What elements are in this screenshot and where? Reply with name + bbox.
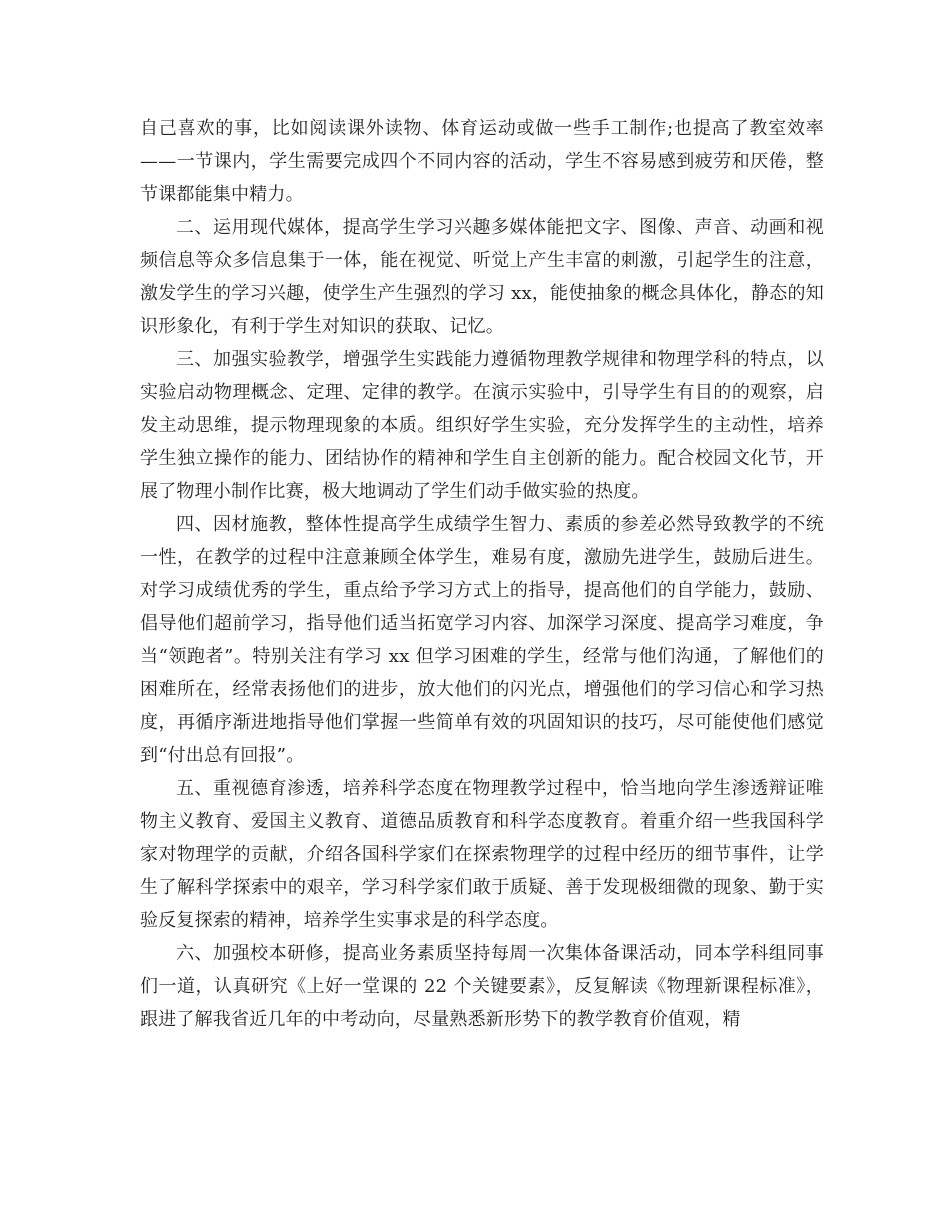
paragraph-moral-education: 五、重视德育渗透，培养科学态度在物理教学过程中，恰当地向学生渗透辩证唯物主义教育、爱国主义教育、道德品质教育和科学态度教育。着重介绍一些我国科学家对物理学的贡献，介绍各国科学家们在探索物理学的过程中经历的细节事件，让学生了解科学探索中的艰辛，学习科学家们敢于质疑、善于发现极细微的现象、勤于实验反复探索的精神，培养学生实事求是的科学态度。: [140, 778, 824, 931]
document-page: [140, 112, 824, 1036]
paragraph-school-research: 六、加强校本研修，提高业务素质坚持每周一次集体备课活动，同本学科组同事们一道，认真研究《上好一堂课的 22 个关键要素》，反复解读《物理新课程标准》，跟进了解我省近几年的中考动向，尽量熟悉新形势下的教学教育价值观，精: [140, 943, 824, 1030]
paragraph-modern-media: 二、运用现代媒体，提高学生学习兴趣多媒体能把文字、图像、声音、动画和视频信息等众多信息集于一体，能在视觉、听觉上产生丰富的刺激，引起学生的注意，激发学生的学习兴趣，使学生产生强烈的学习 xx，能使抽象的概念具体化，静态的知识形象化，有利于学生对知识的获取、记忆。: [140, 217, 824, 337]
paragraph-continuation: 自己喜欢的事，比如阅读课外读物、体育运动或做一些手工制作;也提高了教室效率——一节课内，学生需要完成四个不同内容的活动，学生不容易感到疲劳和厌倦，整节课都能集中精力。: [140, 118, 824, 205]
paragraph-individualized-teaching: 四、因材施教，整体性提高学生成绩学生智力、素质的参差必然导致教学的不统一性，在教学的过程中注意兼顾全体学生，难易有度，激励先进学生，鼓励后进生。对学习成绩优秀的学生，重点给予学习方式上的指导，提高他们的自学能力，鼓励、倡导他们超前学习，指导他们适当拓宽学习内容、加深学习深度、提高学习难度，争当“领跑者”。特别关注有学习 xx 但学习困难的学生，经常与他们沟通，了解他们的困难所在，经常表扬他们的进步，放大他们的闪光点，增强他们的学习信心和学习热度，再循序渐进地指导他们掌握一些简单有效的巩固知识的技巧，尽可能使他们感觉到“付出总有回报”。: [140, 514, 824, 766]
paragraph-experiment-teaching: 三、加强实验教学，增强学生实践能力遵循物理教学规律和物理学科的特点，以实验启动物理概念、定理、定律的教学。在演示实验中，引导学生有目的的观察，启发主动思维，提示物理现象的本质。组织好学生实验，充分发挥学生的主动性，培养学生独立操作的能力、团结协作的精神和学生自主创新的能力。配合校园文化节，开展了物理小制作比赛，极大地调动了学生们动手做实验的热度。: [140, 349, 824, 502]
